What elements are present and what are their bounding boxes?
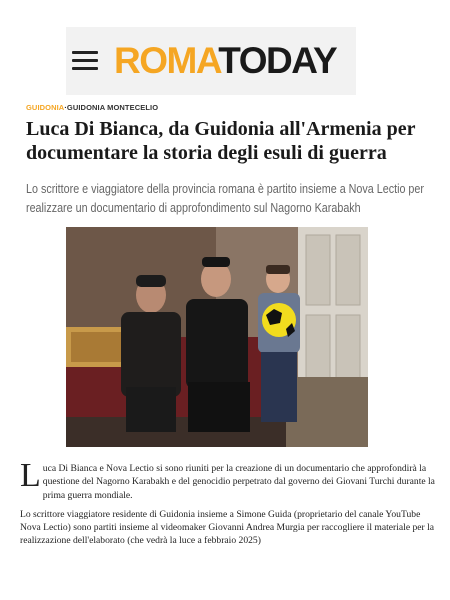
article-subtitle: Lo scrittore e viaggiatore della provincia romana è partito insieme a Nova Lectio per realizzare un documentario di approfondimento sul Nagorno Karabakh — [26, 182, 424, 215]
hamburger-menu-icon[interactable] — [72, 51, 98, 71]
photo-illustration — [66, 227, 368, 447]
breadcrumb — [26, 103, 158, 112]
site-logo[interactable] — [114, 40, 336, 82]
breadcrumb-separator: · — [64, 103, 67, 112]
article-title: Luca Di Bianca, da Guidonia all'Armenia per documentare la storia degli esuli di guerra — [26, 118, 416, 164]
article-body — [20, 457, 435, 554]
article-paragraph-2: Lo scrittore viaggiatore residente di Guidonia insieme a Simone Guida (proprietario del canale YouTube Nova Lectio) sono partiti insieme al videomaker Giovanni Andrea Murgia per raccogliere il materiale per la realizzazione dell'elaborato (che vedrà la luce a febbraio 2025) — [20, 508, 435, 547]
site-header — [66, 27, 356, 95]
dropcap-letter: L — [20, 457, 41, 494]
breadcrumb-item-guidonia[interactable]: GUIDONIA — [26, 103, 65, 112]
logo-today: TODAY — [218, 40, 337, 81]
paragraph-1-text: uca Di Bianca e Nova Lectio si sono riuniti per la creazione di un documentario che approfondirà la questione del Nagorno Karabakh e del genocidio perpetrato dal governo dei Giovani Turchi durante la prima guerra mondiale. — [42, 463, 435, 501]
logo-roma: ROMA — [114, 40, 219, 81]
article-paragraph-1 — [20, 457, 435, 502]
breadcrumb-item-guidonia-montecelio[interactable]: GUIDONIA MONTECELIO — [66, 103, 159, 112]
article-photo[interactable] — [66, 227, 368, 447]
